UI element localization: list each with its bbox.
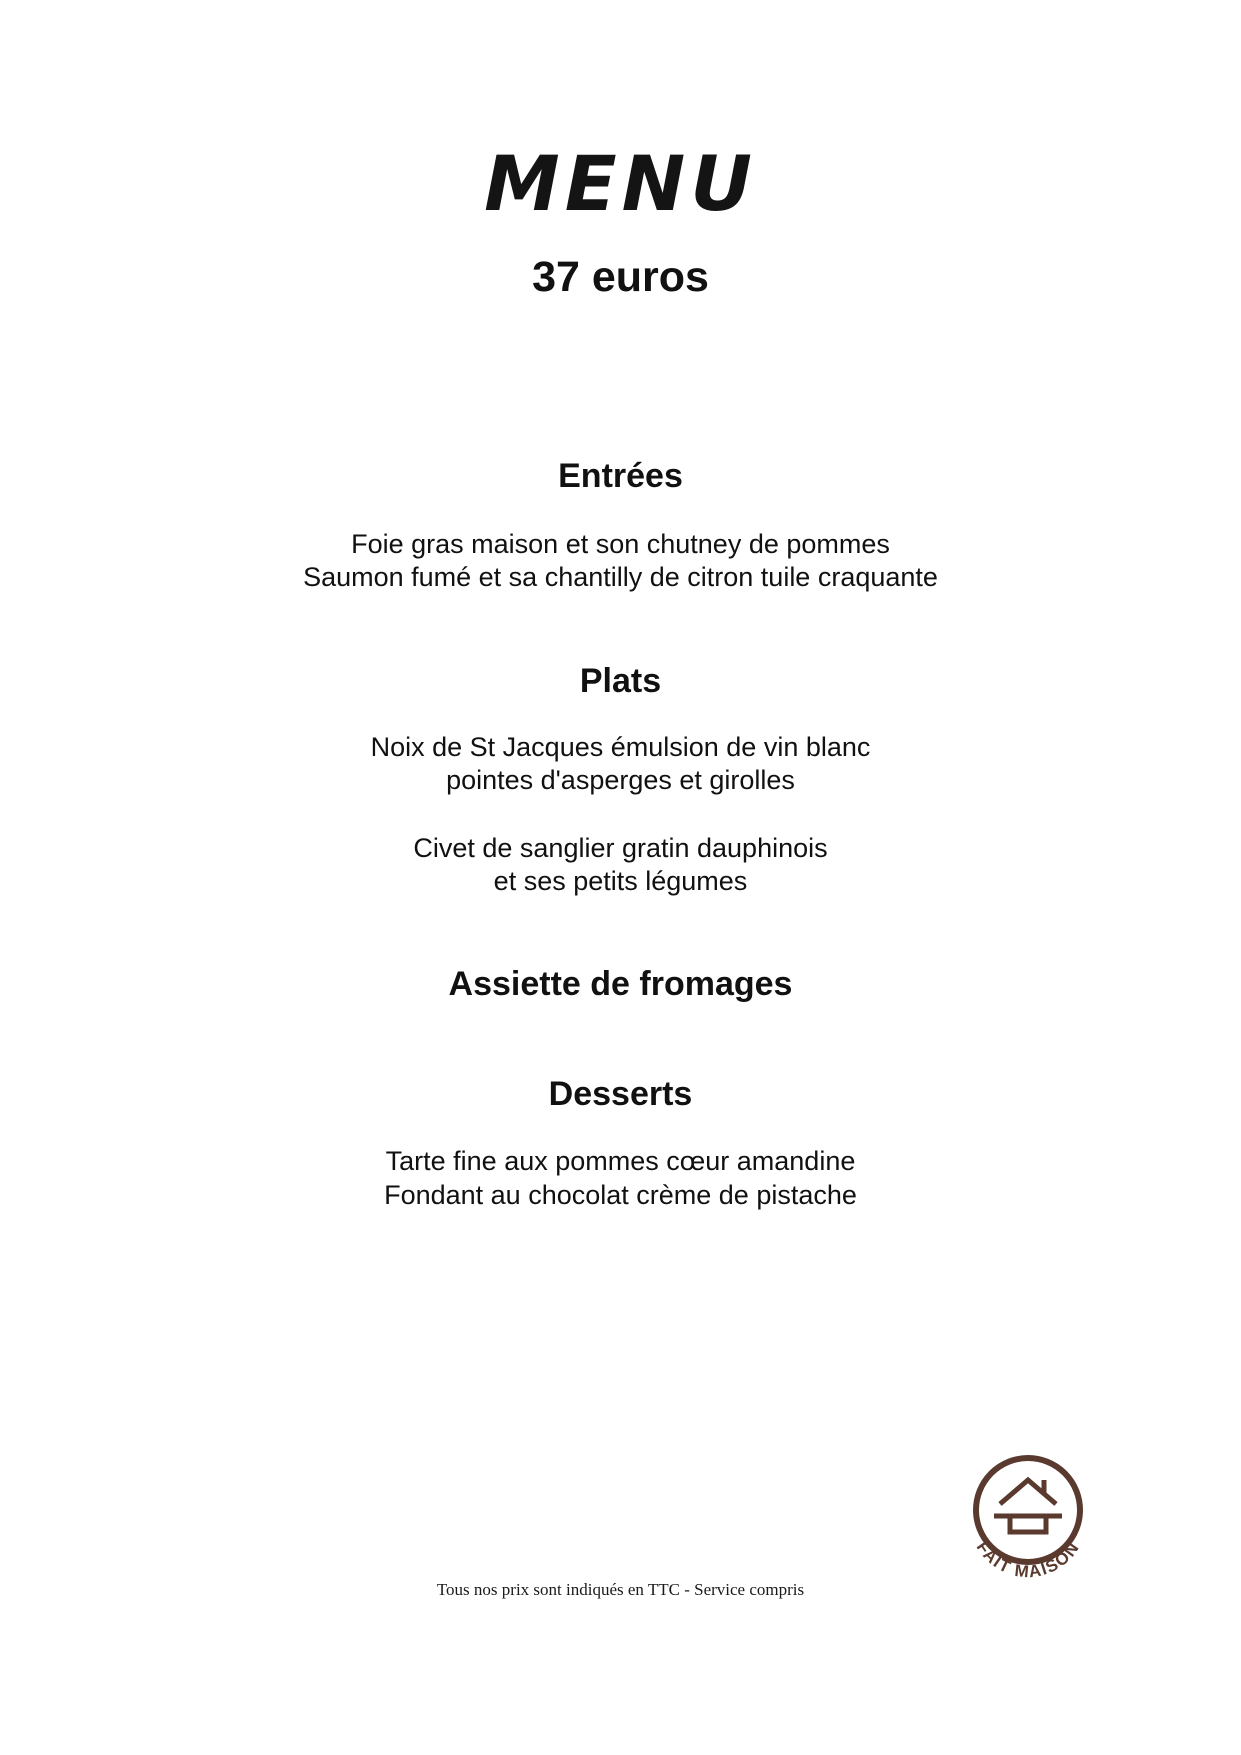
section-heading-plats: Plats <box>579 662 662 700</box>
menu-title: MENU <box>484 139 757 228</box>
section-heading-entrees: Entrées <box>558 457 683 495</box>
menu-item: Fondant au chocolat crème de pistache <box>384 1180 857 1210</box>
menu-item: Noix de St Jacques émulsion de vin blanc <box>370 732 871 762</box>
menu-item: Tarte fine aux pommes cœur amandine <box>385 1146 856 1176</box>
fait-maison-badge <box>958 1440 1098 1585</box>
menu-item: pointes d'asperges et girolles <box>446 765 795 795</box>
section-heading-desserts: Desserts <box>548 1075 693 1113</box>
menu-item: Civet de sanglier gratin dauphinois <box>413 833 828 863</box>
house-on-plate-icon <box>958 1440 1098 1585</box>
section-heading-fromages: Assiette de fromages <box>448 965 793 1003</box>
menu-item: et ses petits légumes <box>493 866 748 896</box>
menu-item: Saumon fumé et sa chantilly de citron tuile craquante <box>303 562 938 592</box>
badge-text: FAIT MAISON <box>972 1537 1084 1582</box>
menu-price: 37 euros <box>532 253 709 301</box>
menu-item: Foie gras maison et son chutney de pommes <box>351 529 890 559</box>
footer-note: Tous nos prix sont indiqués en TTC - Service compris <box>436 1580 805 1599</box>
